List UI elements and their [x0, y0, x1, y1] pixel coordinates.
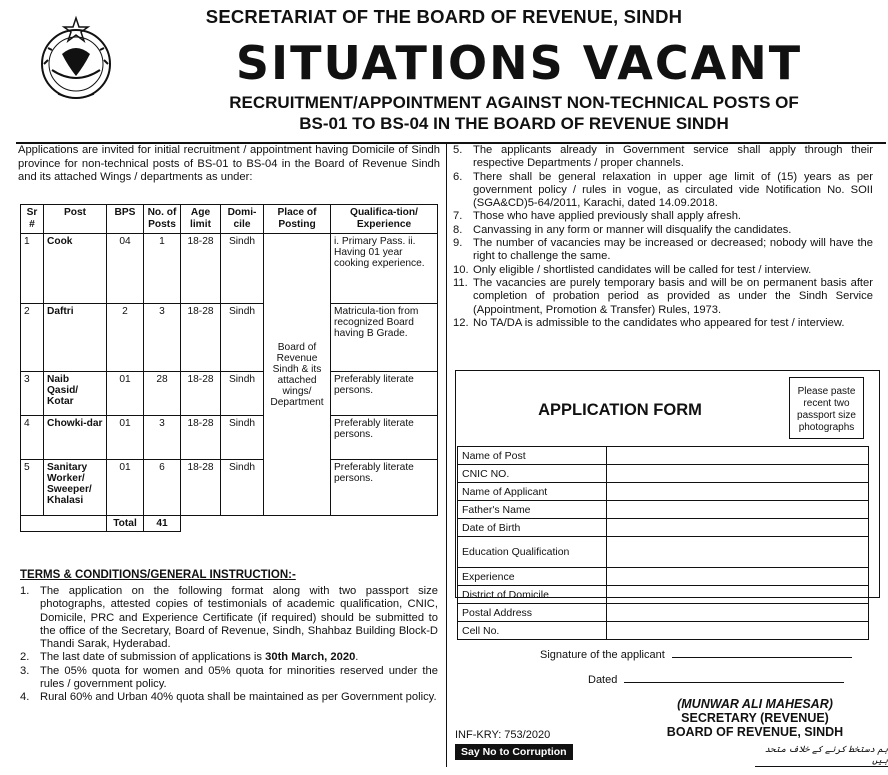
col-no-of-posts: No. of Posts: [144, 205, 181, 234]
cell-sr: 5: [21, 460, 44, 516]
field-label: Name of Applicant: [458, 483, 607, 501]
last-date: 30th March, 2020: [265, 651, 356, 664]
signature-label: Signature of the applicant: [540, 649, 665, 661]
dated-label: Dated: [588, 674, 618, 686]
cell-domicile: Sindh: [221, 460, 264, 516]
anti-corruption-badge: Say No to Corruption: [455, 744, 573, 760]
field-label: District of Domicile: [458, 586, 607, 604]
district-input[interactable]: [607, 586, 869, 604]
cell-age: 18-28: [181, 416, 221, 460]
cell-no: 3: [144, 416, 181, 460]
cell-qualification: Matricula-tion from recognized Board having B Grade.: [331, 304, 438, 372]
table-row: [21, 304, 438, 372]
col-domicile: Domi-cile: [221, 205, 264, 234]
field-label: Education Qualification: [458, 537, 607, 568]
cell-qualification: Preferably literate persons.: [331, 372, 438, 416]
cell-domicile: Sindh: [221, 416, 264, 460]
total-label: Total: [107, 516, 144, 532]
cell-bps: 01: [107, 372, 144, 416]
cell-post: Sanitary Worker/ Sweeper/ Khalasi: [44, 460, 107, 516]
photo-placeholder: Please paste recent two passport size photographs: [789, 377, 864, 439]
terms-list-right: [453, 144, 873, 330]
cell-qualification: i. Primary Pass. ii. Having 01 year cooking experience.: [331, 234, 438, 304]
signatory-designation: SECRETARY (REVENUE): [681, 711, 829, 725]
inf-number: INF-KRY: 753/2020: [455, 729, 551, 741]
application-form-title: APPLICATION FORM: [538, 401, 702, 419]
cell-no-input[interactable]: [607, 622, 869, 640]
field-label: CNIC NO.: [458, 465, 607, 483]
col-post: Post: [44, 205, 107, 234]
list-item: 1. The application on the following format along with two passport size photographs, attested copies of testimonials of academic qualification, CNIC, Domicile, PRC and Experience Certificate (if required) should be submitted to the office of the Secretary, Board of Revenue, Sindh, Shahbaz Building Block-D Thandi Sarak, Hyderabad.: [20, 585, 438, 651]
terms-list-left: [20, 585, 438, 705]
cell-age: 18-28: [181, 372, 221, 416]
cell-post: Chowki-dar: [44, 416, 107, 460]
field-label: Father's Name: [458, 501, 607, 519]
father-name-input[interactable]: [607, 501, 869, 519]
signature-input[interactable]: [672, 657, 852, 658]
form-row: [458, 483, 869, 501]
col-qualification: Qualifica-tion/ Experience: [331, 205, 438, 234]
page-title: SITUATIONS VACANT: [235, 36, 803, 90]
cell-bps: 01: [107, 416, 144, 460]
col-sr: Sr #: [21, 205, 44, 234]
application-form-table: [457, 446, 869, 640]
cell-age: 18-28: [181, 234, 221, 304]
list-item: 5. The applicants already in Government service shall apply through their respective Departments / proper channels.: [453, 144, 873, 170]
list-item: 9. The number of vacancies may be increased or decreased; nobody will have the right to challenge the same.: [453, 237, 873, 263]
list-item: 12. No TA/DA is admissible to the candidates who appeared for test / interview.: [453, 316, 845, 329]
signatory-name: (MUNWAR ALI MAHESAR): [677, 697, 833, 711]
cell-post: Daftri: [44, 304, 107, 372]
cell-qualification: Preferably literate persons.: [331, 416, 438, 460]
cell-domicile: Sindh: [221, 304, 264, 372]
list-item: 4. Rural 60% and Urban 40% quota shall be maintained as per Government policy.: [20, 691, 437, 704]
list-item: 2. The last date of submission of applications is 30th March, 2020.: [20, 651, 359, 664]
field-label: Postal Address: [458, 604, 607, 622]
list-item: 8. Canvassing in any form or manner will disqualify the candidates.: [453, 223, 792, 236]
table-row: [21, 460, 438, 516]
urdu-slogan: ہم دستخط کرنے کے خلاف متحد ہیں: [755, 744, 888, 767]
table-header-row: [21, 205, 438, 234]
cell-no: 3: [144, 304, 181, 372]
col-place-of-posting: Place of Posting: [264, 205, 331, 234]
form-row: [458, 447, 869, 465]
col-bps: BPS: [107, 205, 144, 234]
column-divider: [446, 142, 447, 767]
postal-address-input[interactable]: [607, 604, 869, 622]
form-row: [458, 537, 869, 568]
cell-place-of-posting: Board of Revenue Sindh & its attached wings/ Department: [264, 234, 331, 516]
terms-heading: TERMS & CONDITIONS/GENERAL INSTRUCTION:-: [20, 569, 296, 581]
cell-no: 28: [144, 372, 181, 416]
name-of-post-input[interactable]: [607, 447, 869, 465]
form-row: [458, 465, 869, 483]
form-row: [458, 501, 869, 519]
page-subtitle: [140, 92, 888, 134]
cell-no: 6: [144, 460, 181, 516]
cell-sr: 2: [21, 304, 44, 372]
subtitle-line-1: RECRUITMENT/APPOINTMENT AGAINST NON-TECHNICAL POSTS OF: [229, 93, 799, 112]
cell-domicile: Sindh: [221, 234, 264, 304]
form-row: [458, 622, 869, 640]
cell-age: 18-28: [181, 460, 221, 516]
table-row: [21, 234, 438, 304]
field-label: Date of Birth: [458, 519, 607, 537]
total-value: 41: [144, 516, 181, 532]
form-row: [458, 604, 869, 622]
signature-line: [540, 649, 852, 661]
list-item: 11. The vacancies are purely temporary basis and will be on permanent basis after completion of probation period as provided as under the Sindh Service (Appointment, Promotion & Transfer) Rules, 1973.: [453, 276, 873, 316]
education-input[interactable]: [607, 537, 869, 568]
dated-input[interactable]: [624, 682, 844, 683]
cell-sr: 3: [21, 372, 44, 416]
total-row: [21, 516, 438, 532]
cell-sr: 4: [21, 416, 44, 460]
table-row: [21, 416, 438, 460]
field-label: Cell No.: [458, 622, 607, 640]
cell-sr: 1: [21, 234, 44, 304]
cell-bps: 04: [107, 234, 144, 304]
subtitle-line-2: BS-01 TO BS-04 IN THE BOARD OF REVENUE SINDH: [299, 114, 729, 133]
field-label: Name of Post: [458, 447, 607, 465]
dated-line: [588, 674, 844, 686]
list-item: 10. Only eligible / shortlisted candidates will be called for test / interview.: [453, 263, 812, 276]
cell-age: 18-28: [181, 304, 221, 372]
form-row: [458, 586, 869, 604]
cell-post: Naib Qasid/ Kotar: [44, 372, 107, 416]
date-of-birth-input[interactable]: [607, 519, 869, 537]
col-age-limit: Age limit: [181, 205, 221, 234]
table-row: [21, 372, 438, 416]
form-row: [458, 519, 869, 537]
field-label: Experience: [458, 568, 607, 586]
signatory-block: [630, 697, 880, 739]
cell-post: Cook: [44, 234, 107, 304]
experience-input[interactable]: [607, 568, 869, 586]
cell-qualification: Preferably literate persons.: [331, 460, 438, 516]
cell-bps: 2: [107, 304, 144, 372]
list-item: 7. Those who have applied previously shall apply afresh.: [453, 210, 742, 223]
cell-bps: 01: [107, 460, 144, 516]
cell-domicile: Sindh: [221, 372, 264, 416]
organization-heading: SECRETARIAT OF THE BOARD OF REVENUE, SINDH: [205, 6, 683, 27]
cell-no: 1: [144, 234, 181, 304]
list-item: 3. The 05% quota for women and 05% quota for minorities reserved under the rules / government policy.: [20, 664, 438, 691]
applicant-name-input[interactable]: [607, 483, 869, 501]
cnic-input[interactable]: [607, 465, 869, 483]
signatory-office: BOARD OF REVENUE, SINDH: [666, 725, 844, 739]
form-row: [458, 568, 869, 586]
list-item: 6. There shall be general relaxation in upper age limit of (15) years as per government policy / rules in vogue, as circulated vide Notification No. SOII (SGA&CD)5-64/2011, Karachi, dated 14.09.2018.: [453, 170, 873, 210]
posts-table: [20, 204, 438, 532]
intro-paragraph: Applications are invited for initial recruitment / appointment having Domicile of Sindh province for non-technical posts of BS-01 to BS-04 in the Board of Revenue Sindh and its attached Wings / departments as under:: [18, 144, 440, 183]
